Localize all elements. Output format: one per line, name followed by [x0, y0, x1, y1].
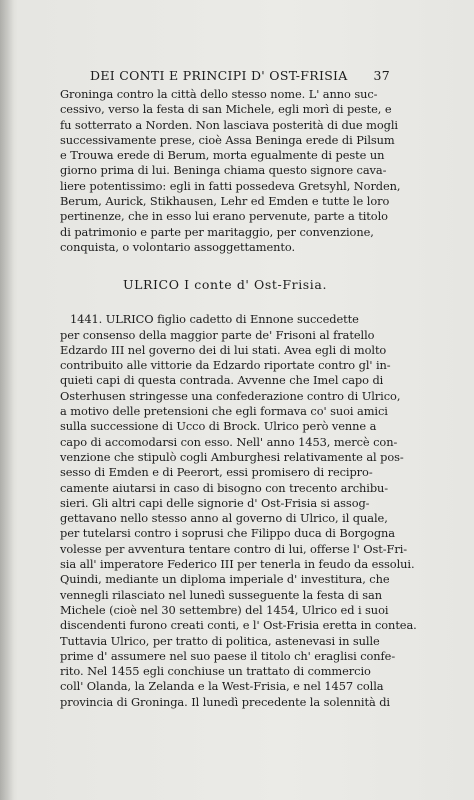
text-line: per consenso della maggior parte de' Frisoni al fratello [60, 327, 375, 342]
text-line: gettavano nello stesso anno al governo di Ulrico, il quale, [60, 511, 388, 526]
text-line: a motivo delle pretensioni che egli formava co' suoi amici [60, 404, 388, 419]
text-line: Michele (cioè nel 30 settembre) del 1454, Ulrico ed i suoi [60, 602, 389, 617]
paragraph-2 [60, 312, 417, 710]
spine-shadow [0, 0, 14, 800]
text-line: prime d' assumere nel suo paese il titolo ch' eraglisi confe- [60, 648, 396, 663]
section-title: ULRICO I conte d' Ost-Frisia. [122, 277, 328, 293]
text-line: Edzardo III nel governo dei di lui stati. Avea egli di molto [60, 342, 387, 357]
text-line: di patrimonio e parte per maritaggio, per convenzione, [60, 224, 374, 239]
text-block [60, 68, 417, 710]
text-line: giorno prima di lui. Beninga chiama questo signore cava- [60, 163, 387, 178]
paragraph-1 [60, 87, 401, 255]
text-line: Tuttavia Ulrico, per tratto di politica, astenevasi in sulle [60, 633, 380, 648]
text-line: sulla successione di Ucco di Brock. Ulrico però venne a [60, 419, 377, 434]
text-line: Osterhusen stringesse una confederazione contro di Ulrico, [60, 388, 401, 403]
text-line: contribuito alle vittorie da Edzardo riportate contro gl' in- [60, 358, 391, 373]
text-line: per tutelarsi contro i soprusi che Filippo duca di Borgogna [60, 526, 396, 541]
text-line: venzione che stipulò cogli Amburghesi relativamente al pos- [60, 449, 404, 464]
text-line: camente aiutarsi in caso di bisogno con trecento archibu- [60, 480, 389, 495]
text-line: sesso di Emden e di Peerort, essi promisero di recipro- [60, 465, 373, 480]
text-line: Groninga contro la città dello stesso nome. L' anno suc- [60, 87, 378, 101]
text-line: volesse per avventura tentare contro di lui, offerse l' Ost-Fri- [60, 541, 408, 556]
text-line: 1441. ULRICO figlio cadetto di Ennone succedette [70, 312, 359, 327]
text-line: sia all' imperatore Federico III per tenerla in feudo da essolui. [60, 557, 415, 572]
running-head [60, 68, 390, 83]
text-line: fu sotterrato a Norden. Non lasciava posterità di due mogli [60, 117, 398, 132]
text-line: Berum, Aurick, Stikhausen, Lehr ed Emden e tutte le loro [60, 194, 390, 209]
text-line: sieri. Gli altri capi delle signorie d' Ost-Frisia si assog- [60, 495, 370, 510]
text-line: e Trouwa erede di Berum, morta egualmente di peste un [60, 148, 385, 163]
running-head-title: DEI CONTI E PRINCIPI D' OST-FRISIA [90, 68, 348, 83]
text-line: provincia di Groninga. Il lunedì precedente la solennità di [60, 694, 390, 709]
text-line: capo di accomodarsi con esso. Nell' anno 1453, mercè con- [60, 434, 398, 449]
text-line: quieti capi di questa contrada. Avvenne che Imel capo di [60, 373, 384, 388]
text-line: cessivo, verso la festa di san Michele, egli morì di peste, e [60, 102, 392, 117]
text-line: rito. Nel 1455 egli conchiuse un trattato di commercio [60, 664, 371, 679]
text-line: Quindi, mediante un diploma imperiale d' investitura, che [60, 572, 390, 587]
text-line: discendenti furono creati conti, e l' Ost-Frisia eretta in contea. [60, 618, 417, 633]
text-line: pertinenze, che in esso lui erano pervenute, parte a titolo [60, 209, 388, 224]
text-line: vennegli rilasciato nel lunedì susseguente la festa di san [60, 587, 382, 602]
text-line: successivamente prese, cioè Assa Beninga erede di Pilsum [60, 132, 395, 147]
text-line: liere potentissimo: egli in fatti possedeva Gretsyhl, Norden, [60, 178, 401, 193]
text-line: coll' Olanda, la Zelanda e la West-Frisia, e nel 1457 colla [60, 679, 384, 694]
page-number: 37 [373, 68, 390, 83]
text-line: conquista, o volontario assoggettamento. [60, 239, 295, 254]
